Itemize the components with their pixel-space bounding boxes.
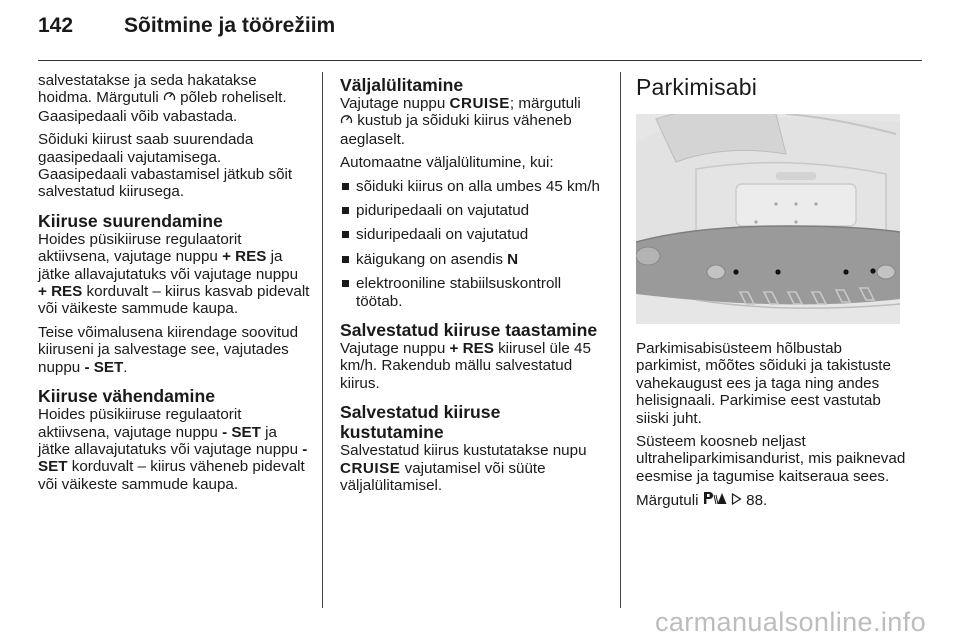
column-2 <box>340 72 608 501</box>
list-item: sõiduki kiirus on alla umbes 45 km/h <box>340 178 608 195</box>
list-item: elektrooniline stabiilsuskontroll töötab. <box>340 275 608 310</box>
button-label-cruise: CRUISE <box>340 459 401 477</box>
list-item: käigukang on asendis N <box>340 251 608 268</box>
heading-switch-off: Väljalülitamine <box>340 75 464 95</box>
column-3 <box>636 72 906 517</box>
chapter-title: Sõitmine ja töörežiim <box>124 14 336 37</box>
button-label-res: + RES <box>449 340 494 358</box>
column-1 <box>38 72 310 499</box>
heading-restore-speed: Salvestatud kiiruse taastamine <box>340 320 598 341</box>
button-label-set: - SET <box>222 423 261 441</box>
button-label-set: - SET <box>84 358 124 376</box>
paragraph: Hoides püsikiiruse regulaatorit aktiivsena, vajutage nuppu + RES ja jätke allavajutatuks või vajutage nuppu + RES korduvalt – kiirus kasvab pidevalt või väikeste sammude kaupa. <box>38 230 310 318</box>
cruise-control-indicator-icon <box>163 91 176 106</box>
button-label-res: + RES <box>38 283 83 301</box>
parking-assist-indicator-icon <box>703 494 727 509</box>
heading-speed-decrease: Kiiruse vähendamine <box>38 386 215 407</box>
paragraph: Süsteem koosneb neljast ultraheliparkimisandurist, mis paiknevad eesmise ja tagumise kaitseraua sees. <box>636 433 906 485</box>
paragraph: Vajutage nuppu + RES kiirusel üle 45 km/h. Rakendub mällu salvestatud kiirus. <box>340 340 591 392</box>
heading-speed-increase: Kiiruse suurendamine <box>38 210 223 231</box>
button-label-set: - SET <box>38 440 308 476</box>
list-item: piduripedaali on vajutatud <box>340 202 608 219</box>
paragraph: Salvestatud kiirus kustutatakse nupu CRUISE vajutamisel või süüte väljalülitamisel. <box>340 442 587 495</box>
paragraph: salvestatakse ja seda hakatakse hoidma. Märgutuli põleb roheliselt. Gaasipedaali võib vabastada. <box>38 72 287 125</box>
paragraph: Teise võimalusena kiirendage soovitud kiiruseni ja salvestage see, vajutades nuppu - SET. <box>38 323 299 376</box>
see-page-arrow-icon <box>731 492 742 509</box>
section-title: Parkimisabi <box>636 74 758 100</box>
column-divider-1 <box>322 72 323 608</box>
paragraph: Sõiduki kiirust saab suurendada gaasipedaali vajutamisega. Gaasipedaali vabastamisel jätkub sõit salvestatud kiirusega. <box>38 131 293 201</box>
list-item: siduripedaali on vajutatud <box>340 226 608 243</box>
page-header <box>38 14 335 48</box>
column-divider-2 <box>620 72 621 608</box>
button-label-cruise: CRUISE <box>449 95 510 112</box>
button-label-res: + RES <box>222 248 267 266</box>
heading-delete-speed: Salvestatud kiiruse kustutamine <box>340 402 501 443</box>
paragraph: Hoides püsikiiruse regulaatorit aktiivsena, vajutage nuppu - SET ja jätke allavajutatuks või vajutage nuppu - SET korduvalt – kiirus väheneb pidevalt või väikeste sammude kaupa. <box>38 406 308 493</box>
gear-label: N <box>507 250 519 268</box>
page-number: 142 <box>38 14 74 37</box>
paragraph: Automaatne väljalülitumine, kui: <box>340 154 554 172</box>
paragraph: Märgutuli 88. <box>636 492 768 510</box>
cruise-control-indicator-icon <box>340 114 353 129</box>
header-divider <box>38 60 922 61</box>
paragraph: Parkimisabisüsteem hõlbustab parkimist, mõõtes sõiduki ja takistuste vahekaugust ees ja taga ning andes helisignaali. Parkimise eest vastutab siiski juht. <box>636 340 891 427</box>
auto-off-conditions-list <box>340 178 608 310</box>
paragraph: Vajutage nuppu CRUISE; märgutuli kustub ja sõiduki kiirus väheneb aeglaselt. <box>340 95 581 148</box>
rear-bumper-sensors-illustration <box>636 114 900 324</box>
watermark: carmanualsonline.info <box>654 607 926 637</box>
